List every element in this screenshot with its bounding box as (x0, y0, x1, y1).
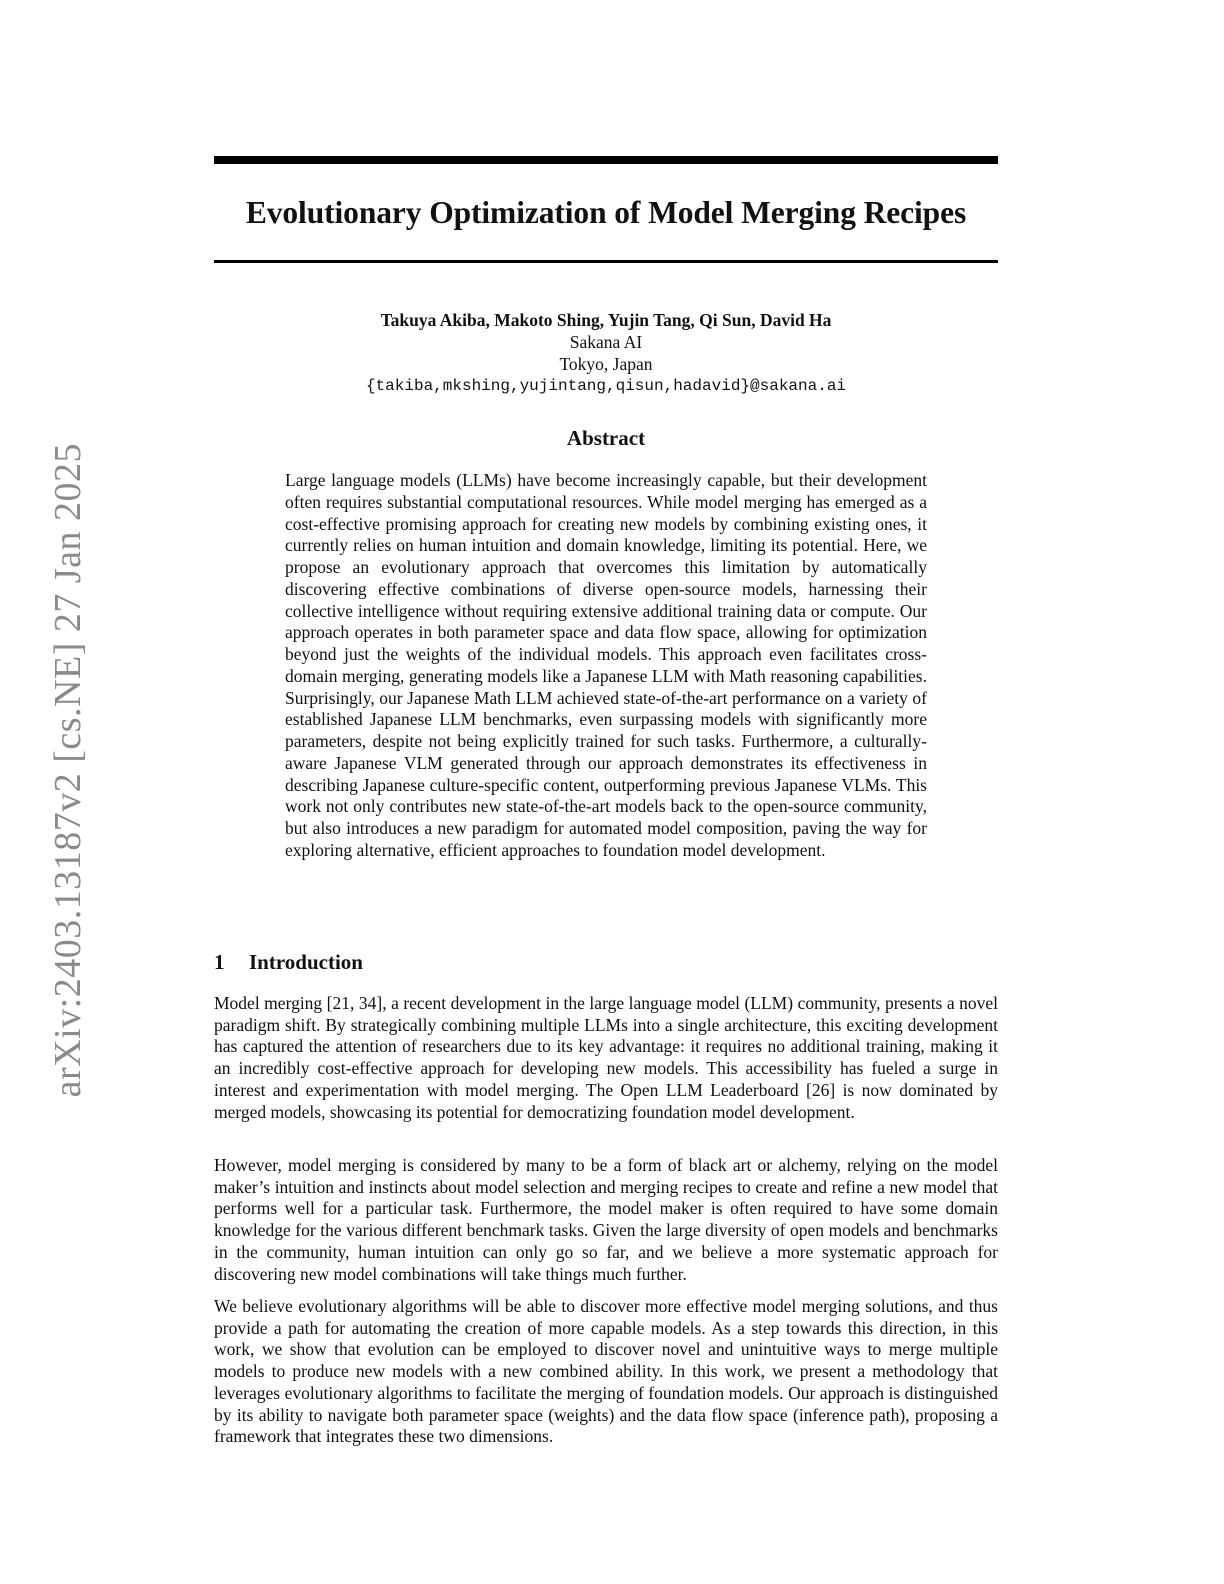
intro-paragraph-1: Model merging [21, 34], a recent development in the large language model (LLM) community, presents a novel paradigm shift. By strategically combining multiple LLMs into a single architecture, this exciting development has captured the attention of researchers due to its key advantage: it requires no additional training, making it an incredibly cost-effective approach for developing new models. This accessibility has fueled a surge in interest and experimentation with model merging. The Open LLM Leaderboard [26] is now dominated by merged models, showcasing its potential for democratizing foundation model development. (214, 993, 998, 1122)
section-number: 1 (214, 950, 225, 974)
author-names: Takuya Akiba, Makoto Shing, Yujin Tang, Qi Sun, David Ha (380, 310, 832, 330)
section-heading-introduction (214, 948, 363, 976)
arxiv-identifier-text: arXiv:2403.13187v2 [cs.NE] 27 Jan 2025 (47, 442, 89, 1098)
intro-paragraph-3: We believe evolutionary algorithms will be able to discover more effective model merging solutions, and thus provide a path for automating the creation of more capable models. As a step towards this direction, in this work, we show that evolution can be employed to discover novel and unintuitive ways to merge multiple models to produce new models with a new combined ability. In this work, we present a methodology that leverages evolutionary algorithms to facilitate the merging of foundation models. Our approach is distinguished by its ability to navigate both parameter space (weights) and the data flow space (inference path), proposing a framework that integrates these two dimensions. (214, 1296, 998, 1447)
author-block (214, 309, 998, 397)
intro-paragraph-2: However, model merging is considered by many to be a form of black art or alchemy, relying on the model maker’s intuition and instincts about model selection and merging recipes to create and refine a new model that performs well for a particular task. Furthermore, the model maker is often required to have some domain knowledge for the various different benchmark tasks. Given the large diversity of open models and benchmarks in the community, human intuition can only go so far, and we believe a more systematic approach for discovering new model combinations will take things much further. (214, 1155, 998, 1284)
abstract-heading: Abstract (566, 426, 646, 450)
author-affiliation: Sakana AI (569, 332, 643, 352)
section-title: Introduction (249, 950, 363, 974)
paper-title: Evolutionary Optimization of Model Merging Recipes (245, 195, 967, 230)
abstract-text: Large language models (LLMs) have become increasingly capable, but their development often requires substantial computational resources. While model merging has emerged as a cost-effective promising approach for creating new models by combining existing ones, it currently relies on human intuition and domain knowledge, limiting its potential. Here, we propose an evolutionary approach that overcomes this limitation by automatically discovering effective combinations of diverse open-source models, harnessing their collective intelligence without requiring extensive additional training data or compute. Our approach operates in both parameter space and data flow space, allowing for optimization beyond just the weights of the individual models. This approach even facilitates cross-domain merging, generating models like a Japanese LLM with Math reasoning capabilities. Surprisingly, our Japanese Math LLM achieved state-of-the-art performance on a variety of established Japanese LLM benchmarks, even surpassing models with significantly more parameters, despite not being explicitly trained for such tasks. Furthermore, a culturally-aware Japanese VLM generated through our approach demonstrates its effectiveness in describing Japanese culture-specific content, outperforming previous Japanese VLMs. This work not only contributes new state-of-the-art models back to the open-source community, but also introduces a new paradigm for automated model composition, paving the way for exploring alternative, efficient approaches to foundation model development. (285, 470, 927, 860)
arxiv-identifier-stamp (28, 430, 108, 1110)
author-email: {takiba,mkshing,yujintang,qisun,hadavid}@sakana.ai (365, 377, 847, 395)
title-top-rule (214, 156, 998, 164)
author-location: Tokyo, Japan (559, 354, 653, 374)
title-bottom-rule (214, 260, 998, 263)
